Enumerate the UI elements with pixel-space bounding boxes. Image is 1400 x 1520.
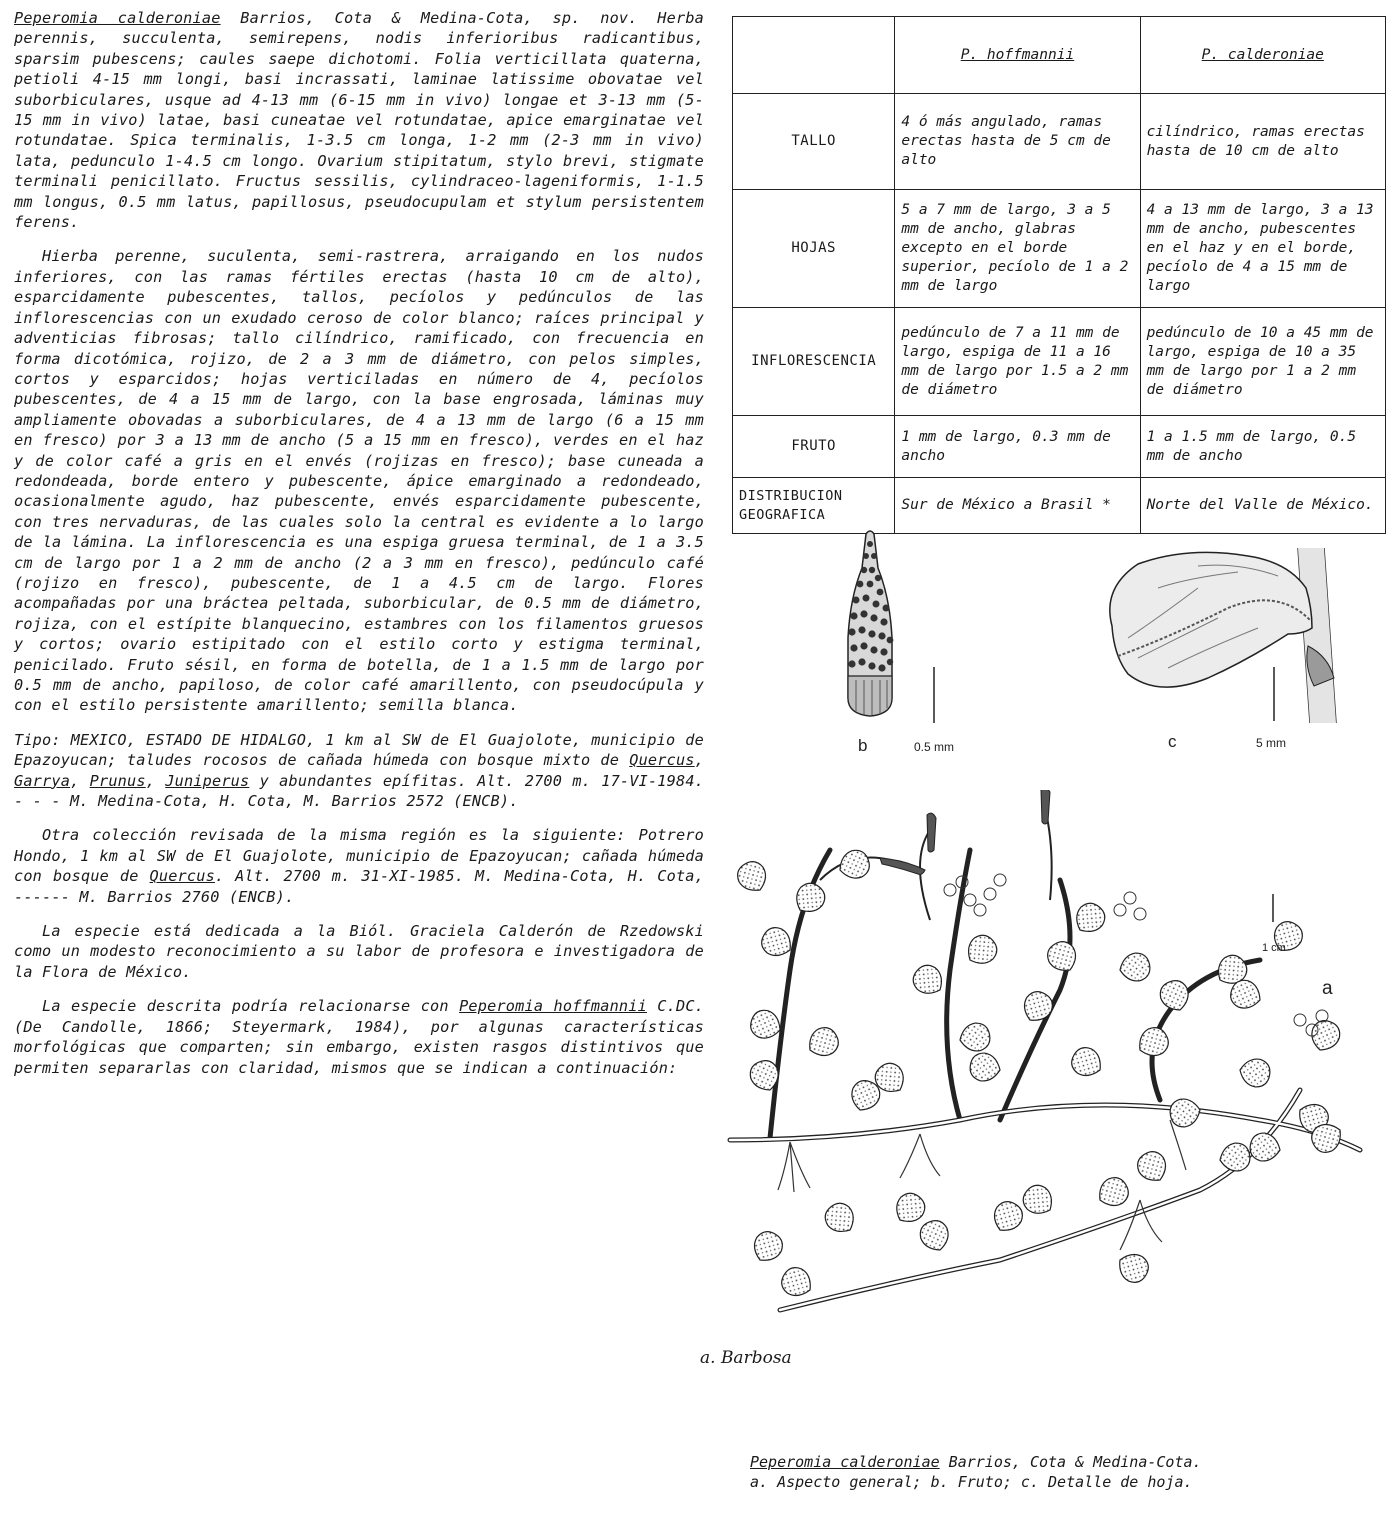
- table-header-row: [733, 17, 1386, 94]
- scale-label-b: 0.5 mm: [914, 740, 955, 754]
- caption-line-2: a. Aspecto general; b. Fruto; c. Detalle de hoja.: [750, 1473, 1193, 1491]
- row-label: INFLORESCENCIA: [733, 308, 895, 416]
- fruit-drawing: [830, 528, 910, 733]
- cell-calderoniae: cilíndrico, ramas erectas hasta de 10 cm de alto: [1140, 94, 1385, 190]
- header-hoffmannii: P. hoffmannii: [895, 17, 1140, 94]
- relationship-paragraph: La especie descrita podría relacionarse con Peperomia hoffmannii C.DC. (De Candolle, 1866; Steyermark, 1984), por algunas características morfológicas que comparten; sin embargo, existen rasgos distintivos que permiten separarlas con claridad, mismos que se indican a continuación:: [14, 997, 705, 1077]
- dedication: La especie está dedicada a la Biól. Graciela Calderón de Rzedowski como un modesto reconocimiento a su labor de profesora e investigadora de la Flora de México.: [14, 922, 704, 981]
- cell-hoffmannii: pedúnculo de 7 a 11 mm de largo, espiga de 11 a 16 mm de largo por 1.5 a 2 mm de diámetro: [895, 308, 1140, 416]
- spanish-description: Hierba perenne, suculenta, semi-rastrera, arraigando en los nudos inferiores, con las ramas fértiles erectas (hasta 10 cm de alto), esparcidamente pubescentes, tallos, pecíolos y pedúnculos de las inflorescencias con un exudado ceroso de color blanco; raíces principal y adventicias fibrosas; tallo cilíndrico, ramificado, con frecuencia en forma dicotómica, rojizo, de 2 a 3 mm de diámetro, con pelos simples, cortos y esparcidos; hojas verticiladas en número de 4, pecíolos pubescentes, de 4 a 15 mm de largo, con la base engrosada, láminas muy ampliamente obovadas a suborbiculares, de 4 a 13 mm de largo (6 a 15 mm en fresco) por 3 a 13 mm de ancho (5 a 15 mm en fresco), verdes en el haz y de color café a gris en el envés (rojizas en fresco); base cuneada a redondeada, borde entero y pubescente, ápice emarginado a redondeado, ocasionalmente agudo, haz pubescente, envés esparcidamente pubescente, con tres nervaduras, de las cuales solo la central es evidente a lo largo de la lámina. La inflorescencia es una espiga gruesa terminal, de 1 a 3.5 cm de largo por 1 a 2 mm de ancho (2 a 3 mm en fresco), pedúnculo café (rojizo en fresco), pubescente, de 1 a 4.5 cm de largo. Flores acompañadas por una bráctea peltada, suborbicular, de 0.5 mm de diámetro, rojiza, con el estípite blanquecino, estambres con los filamentos gruesos y cortos; ovario estipitado con el estilo corto y estigma terminal, penicilado. Fruto sésil, en forma de botella, de 1 a 1.5 mm de largo por 0.5 mm de ancho, papiloso, de color café amarillento, con pseudocúpula y con el estilo persistente amarillento; semilla blanca.: [14, 247, 704, 715]
- caption-line-1: Peperomia calderoniae Barrios, Cota & Medina-Cota.: [750, 1453, 1202, 1471]
- illustrator-signature: a. Barbosa: [700, 1348, 792, 1368]
- label-c: c: [1168, 732, 1177, 751]
- leaf-detail-drawing: [1098, 548, 1390, 723]
- other-collection: Otra colección revisada de la misma región es la siguiente: Potrero Hondo, 1 km al SW de El Guajolote, municipio de Epazoyucan; cañada húmeda con bosque de Quercus. Alt. 2700 m. 31-XI-1985. M. Medina-Cota, H. Cota, ------ M. Barrios 2760 (ENCB).: [14, 826, 704, 906]
- cell-hoffmannii: 4 ó más angulado, ramas erectas hasta de 5 cm de alto: [895, 94, 1140, 190]
- table-row: [733, 478, 1386, 534]
- scale-label-a: 1 cm: [1262, 942, 1286, 954]
- table-row: [733, 190, 1386, 308]
- header-calderoniae: P. calderoniae: [1140, 17, 1385, 94]
- latin-diagnosis: [14, 8, 704, 232]
- scale-bar-b: [928, 665, 940, 727]
- figure-caption: [750, 1452, 1350, 1492]
- table-corner: [733, 17, 895, 94]
- label-b: b: [858, 736, 868, 755]
- scale-bar-c: [1268, 665, 1280, 725]
- cell-calderoniae: Norte del Valle de México.: [1140, 478, 1385, 534]
- table-row: [733, 308, 1386, 416]
- scale-label-c: 5 mm: [1256, 736, 1286, 750]
- species-name: Peperomia calderoniae: [14, 9, 221, 27]
- cell-calderoniae: 1 a 1.5 mm de largo, 0.5 mm de ancho: [1140, 416, 1385, 478]
- cell-hoffmannii: 5 a 7 mm de largo, 3 a 5 mm de ancho, glabras excepto en el borde superior, pecíolo de 1 a 2 mm de largo: [895, 190, 1140, 308]
- row-label: FRUTO: [733, 416, 895, 478]
- cell-calderoniae: pedúnculo de 10 a 45 mm de largo, espiga de 10 a 35 mm de largo por 1 a 2 mm de diámetro: [1140, 308, 1385, 416]
- plant-habit-drawing: [700, 790, 1390, 1330]
- row-label: HOJAS: [733, 190, 895, 308]
- row-label: DISTRIBUCION GEOGRAFICA: [733, 478, 895, 534]
- cell-hoffmannii: 1 mm de largo, 0.3 mm de ancho: [895, 416, 1140, 478]
- label-a: a: [1322, 978, 1333, 999]
- latin-text: Barrios, Cota & Medina-Cota, sp. nov. Herba perennis, succulenta, semirepens, nodis inferioribus radicantibus, sparsim pubescens; caules saepe dichotomi. Folia verticillata quaterna, petioli 4-15 mm longi, basi incrassati, laminae latissime obovatae vel suborbiculares, usque ad 4-13 mm (6-15 mm in vivo) longae et 3-13 mm (5-15 mm in vivo) latae, basi cuneatae vel rotundatae, apice emarginatae vel rotundatae. Spica terminalis, 1-3.5 cm longa, 1-2 mm (2-3 mm in vivo) lata, pedunculo 1-4.5 cm longo. Ovarium stipitatum, stylo brevi, stigmate terminali penicillato. Fructus sessilis, cylindraceo-lageniformis, 1-1.5 mm longus, 0.5 mm latus, papillosus, pseudocupulam et stylum persistentem ferens.: [14, 9, 705, 232]
- type-specimen: Tipo: MEXICO, ESTADO DE HIDALGO, 1 km al SW de El Guajolote, municipio de Epazoyucan; taludes rocosos de cañada húmeda con bosque mixto de Quercus, Garrya, Prunus, Juniperus y abundantes epífitas. Alt. 2700 m. 17-VI-1984. - - - M. Medina-Cota, H. Cota, M. Barrios 2572 (ENCB).: [14, 730, 705, 811]
- main-text-column: [14, 8, 704, 1092]
- row-label: TALLO: [733, 94, 895, 190]
- cell-hoffmannii: Sur de México a Brasil *: [895, 478, 1140, 534]
- comparison-table: [732, 16, 1386, 534]
- table-row: [733, 416, 1386, 478]
- cell-calderoniae: 4 a 13 mm de largo, 3 a 13 mm de ancho, pubescentes en el haz y en el borde, pecíolo de 4 a 15 mm de largo: [1140, 190, 1385, 308]
- table-row: [733, 94, 1386, 190]
